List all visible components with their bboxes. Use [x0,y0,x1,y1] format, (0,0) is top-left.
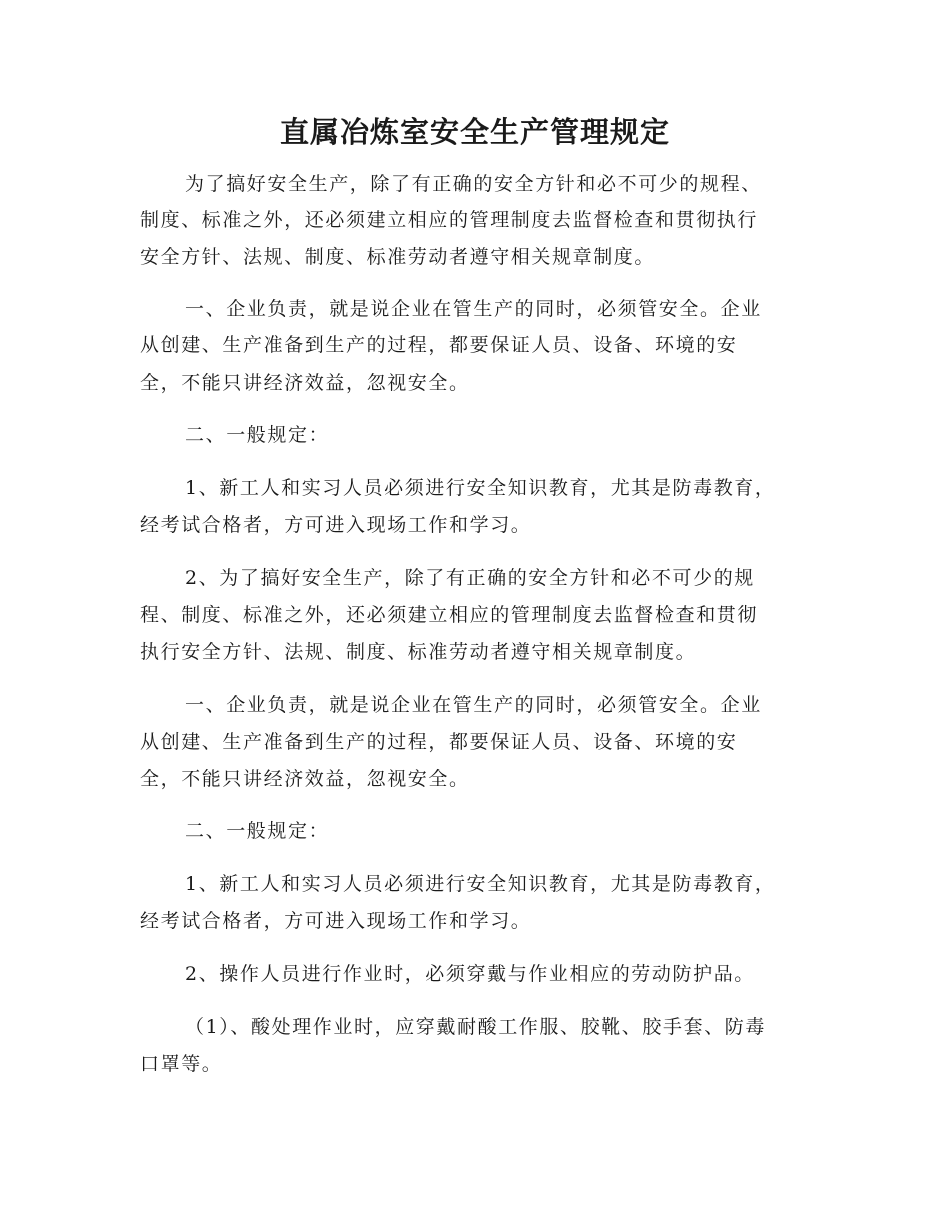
text-line: （1）、酸处理作业时，应穿戴耐酸工作服、胶靴、胶手套、防毒 [185,1016,766,1038]
text-line: 制度、标准之外，还必须建立相应的管理制度去监督检查和贯彻执行 [140,209,759,231]
text-line: 程、制度、标准之外，还必须建立相应的管理制度去监督检查和贯彻 [140,604,759,626]
text-line: 从创建、生产准备到生产的过程，都要保证人员、设备、环境的安 [140,731,738,753]
text-line: 执行安全方针、法规、制度、标准劳动者遵守相关规章制度。 [140,641,697,663]
text-line: 全，不能只讲经济效益，忽视安全。 [140,768,470,790]
text-line: 安全方针、法规、制度、标准劳动者遵守相关规章制度。 [140,246,656,268]
text-line: 经考试合格者，方可进入现场工作和学习。 [140,514,532,536]
text-line: 一、企业负责，就是说企业在管生产的同时，必须管安全。企业 [185,298,762,320]
text-line: 一、企业负责，就是说企业在管生产的同时，必须管安全。企业 [185,694,762,716]
text-line: 2、为了搞好安全生产，除了有正确的安全方针和必不可少的规 [185,567,755,589]
text-line: 从创建、生产准备到生产的过程，都要保证人员、设备、环境的安 [140,334,738,356]
text-line: 2、操作人员进行作业时，必须穿戴与作业相应的劳动防护品。 [185,963,755,985]
text-line: 1、新工人和实习人员必须进行安全知识教育，尤其是防毒教育， [185,477,776,499]
text-line: 口罩等。 [140,1053,223,1075]
text-line: 1、新工人和实习人员必须进行安全知识教育，尤其是防毒教育， [185,873,776,895]
text-line: 全，不能只讲经济效益，忽视安全。 [140,372,470,394]
text-line: 为了搞好安全生产，除了有正确的安全方针和必不可少的规程、 [185,173,762,195]
text-line: 二、一般规定： [185,424,330,446]
text-line: 经考试合格者，方可进入现场工作和学习。 [140,910,532,932]
document-title: 直属冶炼室安全生产管理规定 [279,115,670,149]
text-line: 二、一般规定： [185,820,330,842]
